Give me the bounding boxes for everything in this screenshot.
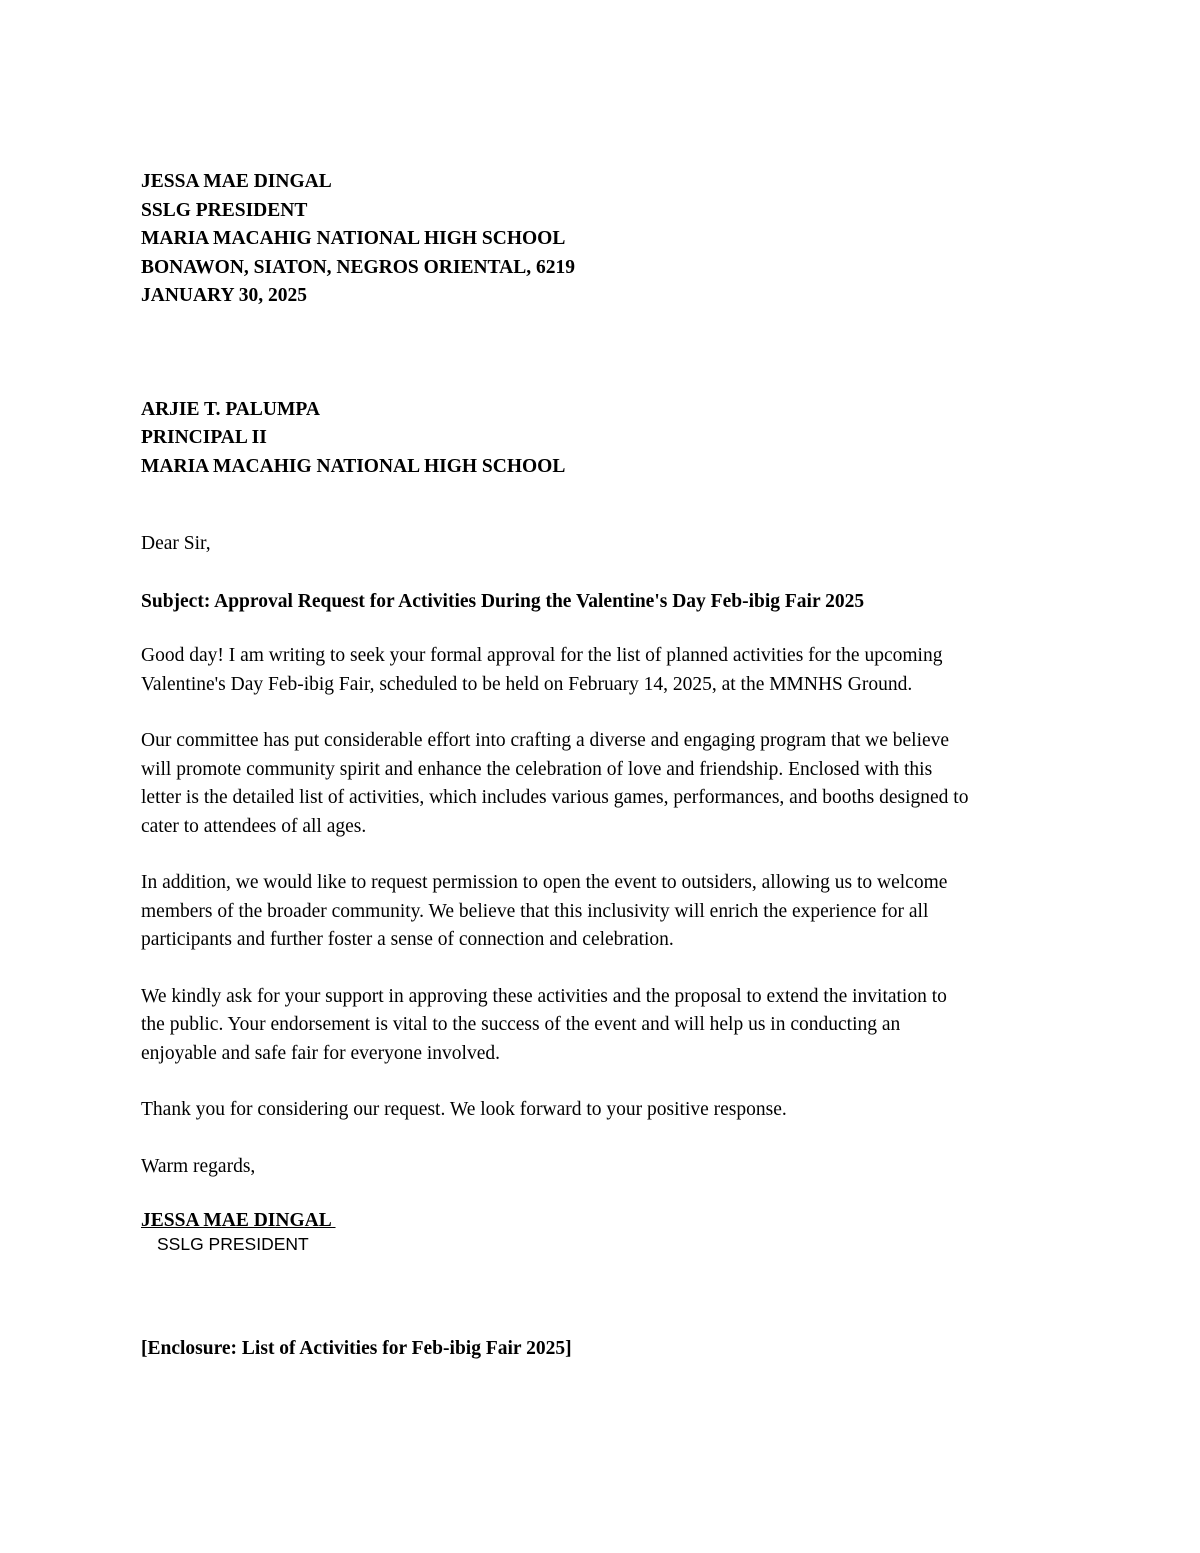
paragraph-5 — [141, 1096, 1071, 1125]
paragraph-line: We kindly ask for your support in approving these activities and the proposal to extend the invitation to — [141, 985, 947, 1007]
recipient-position: PRINCIPAL II — [141, 427, 267, 448]
paragraph-line: cater to attendees of all ages. — [141, 815, 367, 837]
paragraph-line: Our committee has put considerable effort into crafting a diverse and engaging program that we believe — [141, 730, 950, 751]
paragraph-line: letter is the detailed list of activities, which includes various games, performances, and booths designed to — [141, 787, 969, 808]
sender-school: MARIA MACAHIG NATIONAL HIGH SCHOOL — [141, 228, 566, 249]
salutation: Dear Sir, — [141, 533, 211, 554]
signature-name: JESSA MAE DINGAL — [141, 1210, 336, 1231]
recipient-block — [141, 396, 1071, 482]
paragraph-line: In addition, we would like to request permission to open the event to outsiders, allowing us to welcome — [141, 872, 948, 893]
recipient-name: ARJIE T. PALUMPA — [141, 398, 320, 420]
paragraph-1 — [141, 642, 1071, 699]
paragraph-4 — [141, 983, 1071, 1069]
paragraph-line: members of the broader community. We believe that this inclusivity will enrich the experience for all — [141, 900, 929, 922]
paragraph-line: the public. Your endorsement is vital to the success of the event and will help us in conducting an — [141, 1014, 901, 1035]
sender-position: SSLG PRESIDENT — [141, 199, 308, 221]
recipient-school: MARIA MACAHIG NATIONAL HIGH SCHOOL — [141, 455, 566, 477]
sender-name: JESSA MAE DINGAL — [141, 171, 332, 192]
paragraph-line: will promote community spirit and enhance the celebration of love and friendship. Enclosed with this — [141, 758, 933, 780]
paragraph-line: enjoyable and safe fair for everyone involved. — [141, 1042, 500, 1064]
subject-line: Subject: Approval Request for Activities During the Valentine's Day Feb-ibig Fair 2025 — [141, 590, 865, 612]
letter-date: JANUARY 30, 2025 — [141, 285, 307, 306]
paragraph-3 — [141, 869, 1071, 955]
paragraph-line: Good day! I am writing to seek your formal approval for the list of planned activities for the upcoming — [141, 645, 943, 666]
letter-page — [141, 168, 1071, 1364]
paragraph-line: participants and further foster a sense of connection and celebration. — [141, 929, 674, 950]
paragraph-2 — [141, 727, 1071, 841]
closing: Warm regards, — [141, 1155, 256, 1177]
enclosure-note: [Enclosure: List of Activities for Feb-ibig Fair 2025] — [141, 1338, 572, 1359]
paragraph-line: Thank you for considering our request. We look forward to your positive response. — [141, 1099, 787, 1120]
signature-title: SSLG PRESIDENT — [157, 1234, 309, 1254]
sender-block — [141, 168, 1071, 311]
paragraph-line: Valentine's Day Feb-ibig Fair, scheduled to be held on February 14, 2025, at the MMNHS Ground. — [141, 673, 913, 695]
sender-address: BONAWON, SIATON, NEGROS ORIENTAL, 6219 — [141, 256, 575, 278]
